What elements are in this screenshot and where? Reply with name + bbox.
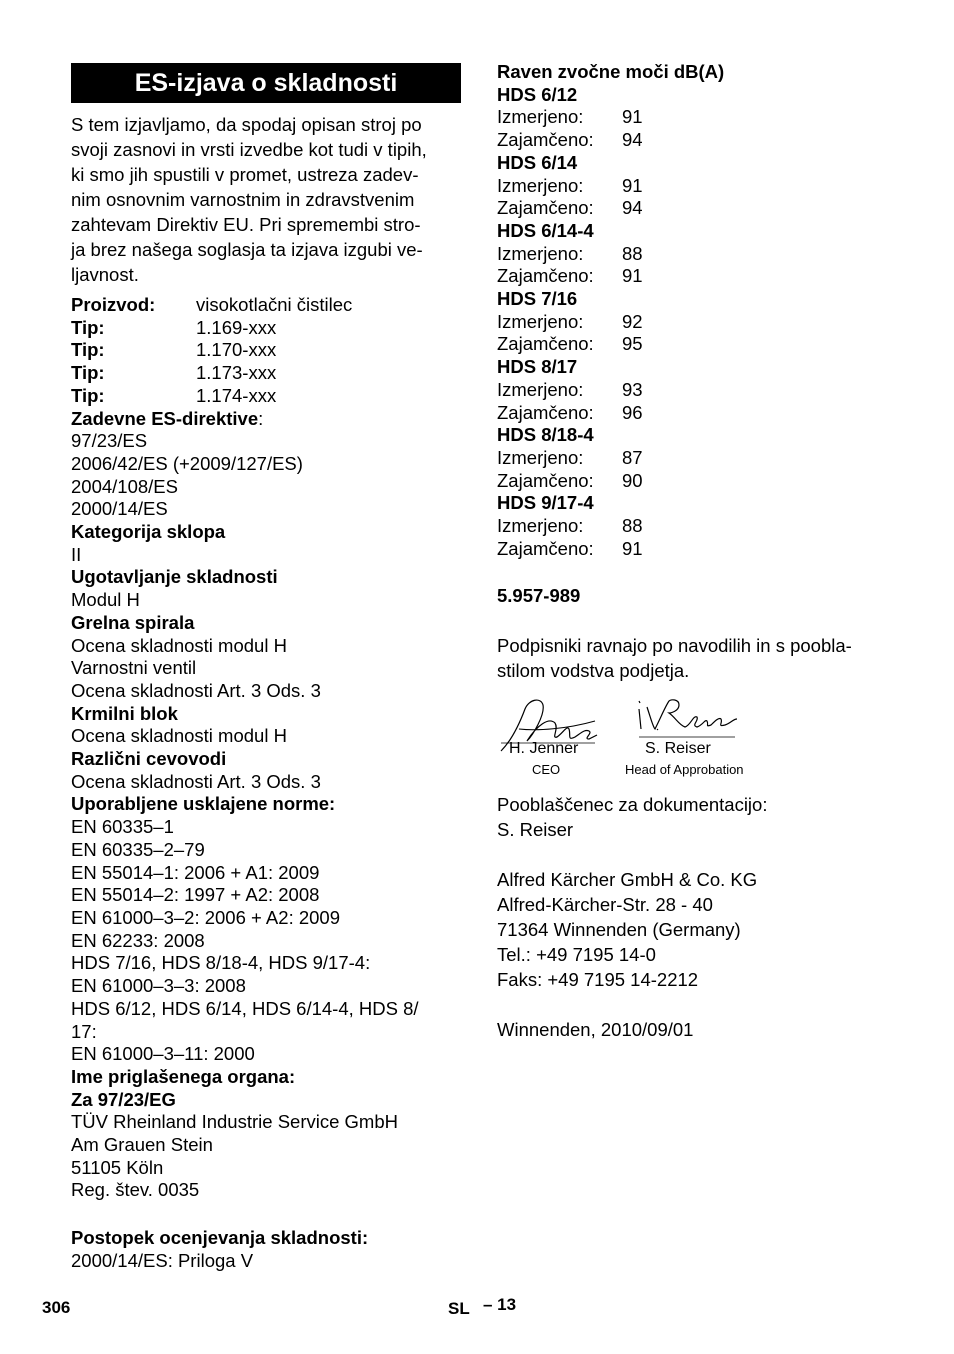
guaranteed-value: 91 bbox=[622, 537, 643, 559]
language-code: SL bbox=[448, 1299, 470, 1318]
signature-reiser bbox=[625, 695, 755, 778]
section-heading: Za 97/23/EG bbox=[71, 1088, 176, 1110]
standard-line: EN 61000–3–3: 2008 bbox=[71, 975, 246, 997]
product-label: Proizvod: bbox=[71, 294, 156, 315]
measured-label: Izmerjeno: bbox=[497, 310, 584, 332]
measured-label: Izmerjeno: bbox=[497, 378, 584, 400]
intro-line: svoji zasnovi in vrsti izvedbe kot tudi v tipih, bbox=[71, 139, 427, 160]
guaranteed-label: Zajamčeno: bbox=[497, 469, 594, 491]
noise-model: HDS 8/18-4 bbox=[497, 424, 594, 446]
section-heading: Uporabljene usklajene norme: bbox=[71, 793, 336, 815]
measured-label: Izmerjeno: bbox=[497, 446, 584, 468]
measured-value: 91 bbox=[622, 106, 643, 128]
intro-line: ljavnost. bbox=[71, 264, 139, 285]
noise-measured-row bbox=[497, 175, 897, 198]
standard-line: EN 62233: 2008 bbox=[71, 929, 205, 951]
signatories-line: Podpisniki ravnajo po navodilih in s poobla- bbox=[497, 635, 852, 657]
page-number: 306 bbox=[42, 1298, 71, 1317]
standard-line: 17: bbox=[71, 1020, 97, 1042]
right-column bbox=[497, 61, 897, 1042]
section-heading: Ime priglašenega organa: bbox=[71, 1065, 296, 1087]
noise-measured-row bbox=[497, 243, 897, 266]
type-value: 1.170-xxx bbox=[196, 339, 277, 361]
measured-label: Izmerjeno: bbox=[497, 515, 584, 537]
directive-item: 2000/14/ES bbox=[71, 498, 168, 520]
intro-line: zahtevam Direktiv EU. Pri spremembi stro- bbox=[71, 214, 421, 235]
section-line: 51105 Köln bbox=[71, 1156, 164, 1178]
section-line: TÜV Rheinland Industrie Service GmbH bbox=[71, 1111, 398, 1133]
signature-jenner bbox=[497, 695, 607, 778]
standard-line: EN 60335–1 bbox=[71, 816, 174, 838]
noise-model: HDS 9/17-4 bbox=[497, 492, 594, 514]
intro-line: nim osnovnim varnostnim in zdravstvenim bbox=[71, 189, 415, 210]
type-label: Tip: bbox=[71, 362, 105, 384]
measured-label: Izmerjeno: bbox=[497, 106, 584, 128]
guaranteed-value: 94 bbox=[622, 197, 643, 219]
noise-measured-row bbox=[497, 106, 897, 129]
authorized-line: S. Reiser bbox=[497, 819, 574, 841]
signature-title: Head of Approbation bbox=[625, 762, 744, 778]
directives-label: Zadevne ES-direktive bbox=[71, 407, 259, 429]
company-address bbox=[497, 867, 897, 992]
noise-guaranteed-row bbox=[497, 402, 897, 425]
noise-model: HDS 7/16 bbox=[497, 288, 578, 310]
guaranteed-label: Zajamčeno: bbox=[497, 537, 594, 559]
intro-line: S tem izjavljamo, da spodaj opisan stroj po bbox=[71, 114, 422, 135]
measured-label: Izmerjeno: bbox=[497, 174, 584, 196]
type-row bbox=[71, 339, 461, 362]
standard-line: EN 55014–2: 1997 + A2: 2008 bbox=[71, 884, 320, 906]
procedure-heading: Postopek ocenjevanja skladnosti: bbox=[71, 1227, 369, 1249]
page-title: ES-izjava o skladnosti bbox=[71, 63, 461, 103]
company-line: Alfred-Kärcher-Str. 28 - 40 bbox=[497, 894, 713, 916]
place-date bbox=[497, 1017, 897, 1042]
left-column bbox=[71, 63, 461, 1273]
noise-guaranteed-row bbox=[497, 197, 897, 220]
section-heading: Grelna spirala bbox=[71, 611, 195, 633]
noise-guaranteed-row bbox=[497, 265, 897, 288]
type-value: 1.174-xxx bbox=[196, 384, 277, 406]
directives-heading bbox=[71, 408, 461, 431]
company-line: Alfred Kärcher GmbH & Co. KG bbox=[497, 869, 758, 891]
guaranteed-label: Zajamčeno: bbox=[497, 197, 594, 219]
measured-label: Izmerjeno: bbox=[497, 242, 584, 264]
authorized-person bbox=[497, 792, 897, 842]
type-row bbox=[71, 362, 461, 385]
standard-line: EN 61000–3–2: 2006 + A2: 2009 bbox=[71, 906, 340, 928]
procedure-line: 2000/14/ES: Priloga V bbox=[71, 1249, 254, 1271]
section-line: Ocena skladnosti Art. 3 Ods. 3 bbox=[71, 679, 321, 701]
noise-measured-row bbox=[497, 447, 897, 470]
measured-value: 93 bbox=[622, 378, 643, 400]
signatories-paragraph bbox=[497, 633, 897, 683]
section-heading: Krmilni blok bbox=[71, 702, 178, 724]
noise-measured-row bbox=[497, 379, 897, 402]
guaranteed-value: 95 bbox=[622, 333, 643, 355]
section-line: Am Grauen Stein bbox=[71, 1134, 213, 1156]
intro-line: ki smo jih spustili v promet, ustreza zadev- bbox=[71, 164, 419, 185]
product-value: visokotlačni čistilec bbox=[196, 294, 353, 315]
noise-model: HDS 6/14 bbox=[497, 151, 578, 173]
standard-line: HDS 7/16, HDS 8/18-4, HDS 9/17-4: bbox=[71, 952, 371, 974]
section-line: Modul H bbox=[71, 589, 140, 611]
section-line: Ocena skladnosti modul H bbox=[71, 725, 287, 747]
guaranteed-label: Zajamčeno: bbox=[497, 401, 594, 423]
intro-line: ja brez našega soglasja ta izjava izgubi ve- bbox=[71, 239, 423, 260]
guaranteed-value: 94 bbox=[622, 129, 643, 151]
company-line: 71364 Winnenden (Germany) bbox=[497, 919, 741, 941]
noise-guaranteed-row bbox=[497, 538, 897, 561]
product-info bbox=[71, 294, 461, 1273]
signature-name: H. Jenner bbox=[509, 740, 579, 758]
measured-value: 91 bbox=[622, 174, 643, 196]
type-row bbox=[71, 317, 461, 340]
document-number: 5.957-989 bbox=[497, 585, 581, 607]
type-value: 1.169-xxx bbox=[196, 316, 277, 338]
type-label: Tip: bbox=[71, 316, 105, 338]
place-date-line: Winnenden, 2010/09/01 bbox=[497, 1019, 694, 1041]
measured-value: 88 bbox=[622, 515, 643, 537]
spacer bbox=[497, 560, 897, 585]
guaranteed-value: 91 bbox=[622, 265, 643, 287]
company-line: Tel.: +49 7195 14-0 bbox=[497, 944, 656, 966]
directive-item: 2006/42/ES (+2009/127/ES) bbox=[71, 452, 303, 474]
noise-model: HDS 6/12 bbox=[497, 83, 578, 105]
signatories-line: stilom vodstva podjetja. bbox=[497, 660, 690, 682]
noise-levels bbox=[497, 61, 897, 608]
type-value: 1.173-xxx bbox=[196, 362, 277, 384]
noise-guaranteed-row bbox=[497, 129, 897, 152]
guaranteed-label: Zajamčeno: bbox=[497, 129, 594, 151]
signature-title: CEO bbox=[532, 762, 561, 778]
noise-guaranteed-row bbox=[497, 470, 897, 493]
signatures bbox=[497, 695, 897, 785]
directive-item: 97/23/ES bbox=[71, 430, 148, 452]
type-label: Tip: bbox=[71, 339, 105, 361]
section-line: II bbox=[71, 543, 82, 565]
standard-line: EN 60335–2–79 bbox=[71, 838, 205, 860]
spacer bbox=[71, 1202, 461, 1227]
authorized-line: Pooblaščenec za dokumentacijo: bbox=[497, 794, 768, 816]
directives-colon: : bbox=[258, 407, 264, 429]
sub-page-number: – 13 bbox=[483, 1295, 517, 1314]
section-heading: Ugotavljanje skladnosti bbox=[71, 566, 278, 588]
noise-measured-row bbox=[497, 311, 897, 334]
signature-name: S. Reiser bbox=[645, 740, 711, 758]
noise-model: HDS 6/14-4 bbox=[497, 219, 594, 241]
guaranteed-value: 90 bbox=[622, 469, 643, 491]
section-heading: Kategorija sklopa bbox=[71, 521, 226, 543]
standard-line: EN 61000–3–11: 2000 bbox=[71, 1043, 255, 1065]
guaranteed-label: Zajamčeno: bbox=[497, 333, 594, 355]
directive-item: 2004/108/ES bbox=[71, 475, 178, 497]
guaranteed-label: Zajamčeno: bbox=[497, 265, 594, 287]
noise-model: HDS 8/17 bbox=[497, 356, 578, 378]
company-line: Faks: +49 7195 14-2212 bbox=[497, 969, 699, 991]
guaranteed-value: 96 bbox=[622, 401, 643, 423]
noise-heading: Raven zvočne moči dB(A) bbox=[497, 61, 725, 82]
measured-value: 87 bbox=[622, 446, 643, 468]
standard-line: EN 55014–1: 2006 + A1: 2009 bbox=[71, 861, 320, 883]
section-line: Ocena skladnosti modul H bbox=[71, 634, 287, 656]
type-row bbox=[71, 385, 461, 408]
product-row bbox=[71, 294, 461, 317]
standard-line: HDS 6/12, HDS 6/14, HDS 6/14-4, HDS 8/ bbox=[71, 997, 419, 1019]
noise-guaranteed-row bbox=[497, 333, 897, 356]
measured-value: 92 bbox=[622, 310, 643, 332]
measured-value: 88 bbox=[622, 242, 643, 264]
type-label: Tip: bbox=[71, 384, 105, 406]
section-heading: Različni cevovodi bbox=[71, 748, 227, 770]
noise-measured-row bbox=[497, 515, 897, 538]
intro-paragraph bbox=[71, 112, 461, 287]
section-line: Varnostni ventil bbox=[71, 657, 197, 679]
section-line: Ocena skladnosti Art. 3 Ods. 3 bbox=[71, 770, 321, 792]
section-line: Reg. štev. 0035 bbox=[71, 1179, 200, 1201]
